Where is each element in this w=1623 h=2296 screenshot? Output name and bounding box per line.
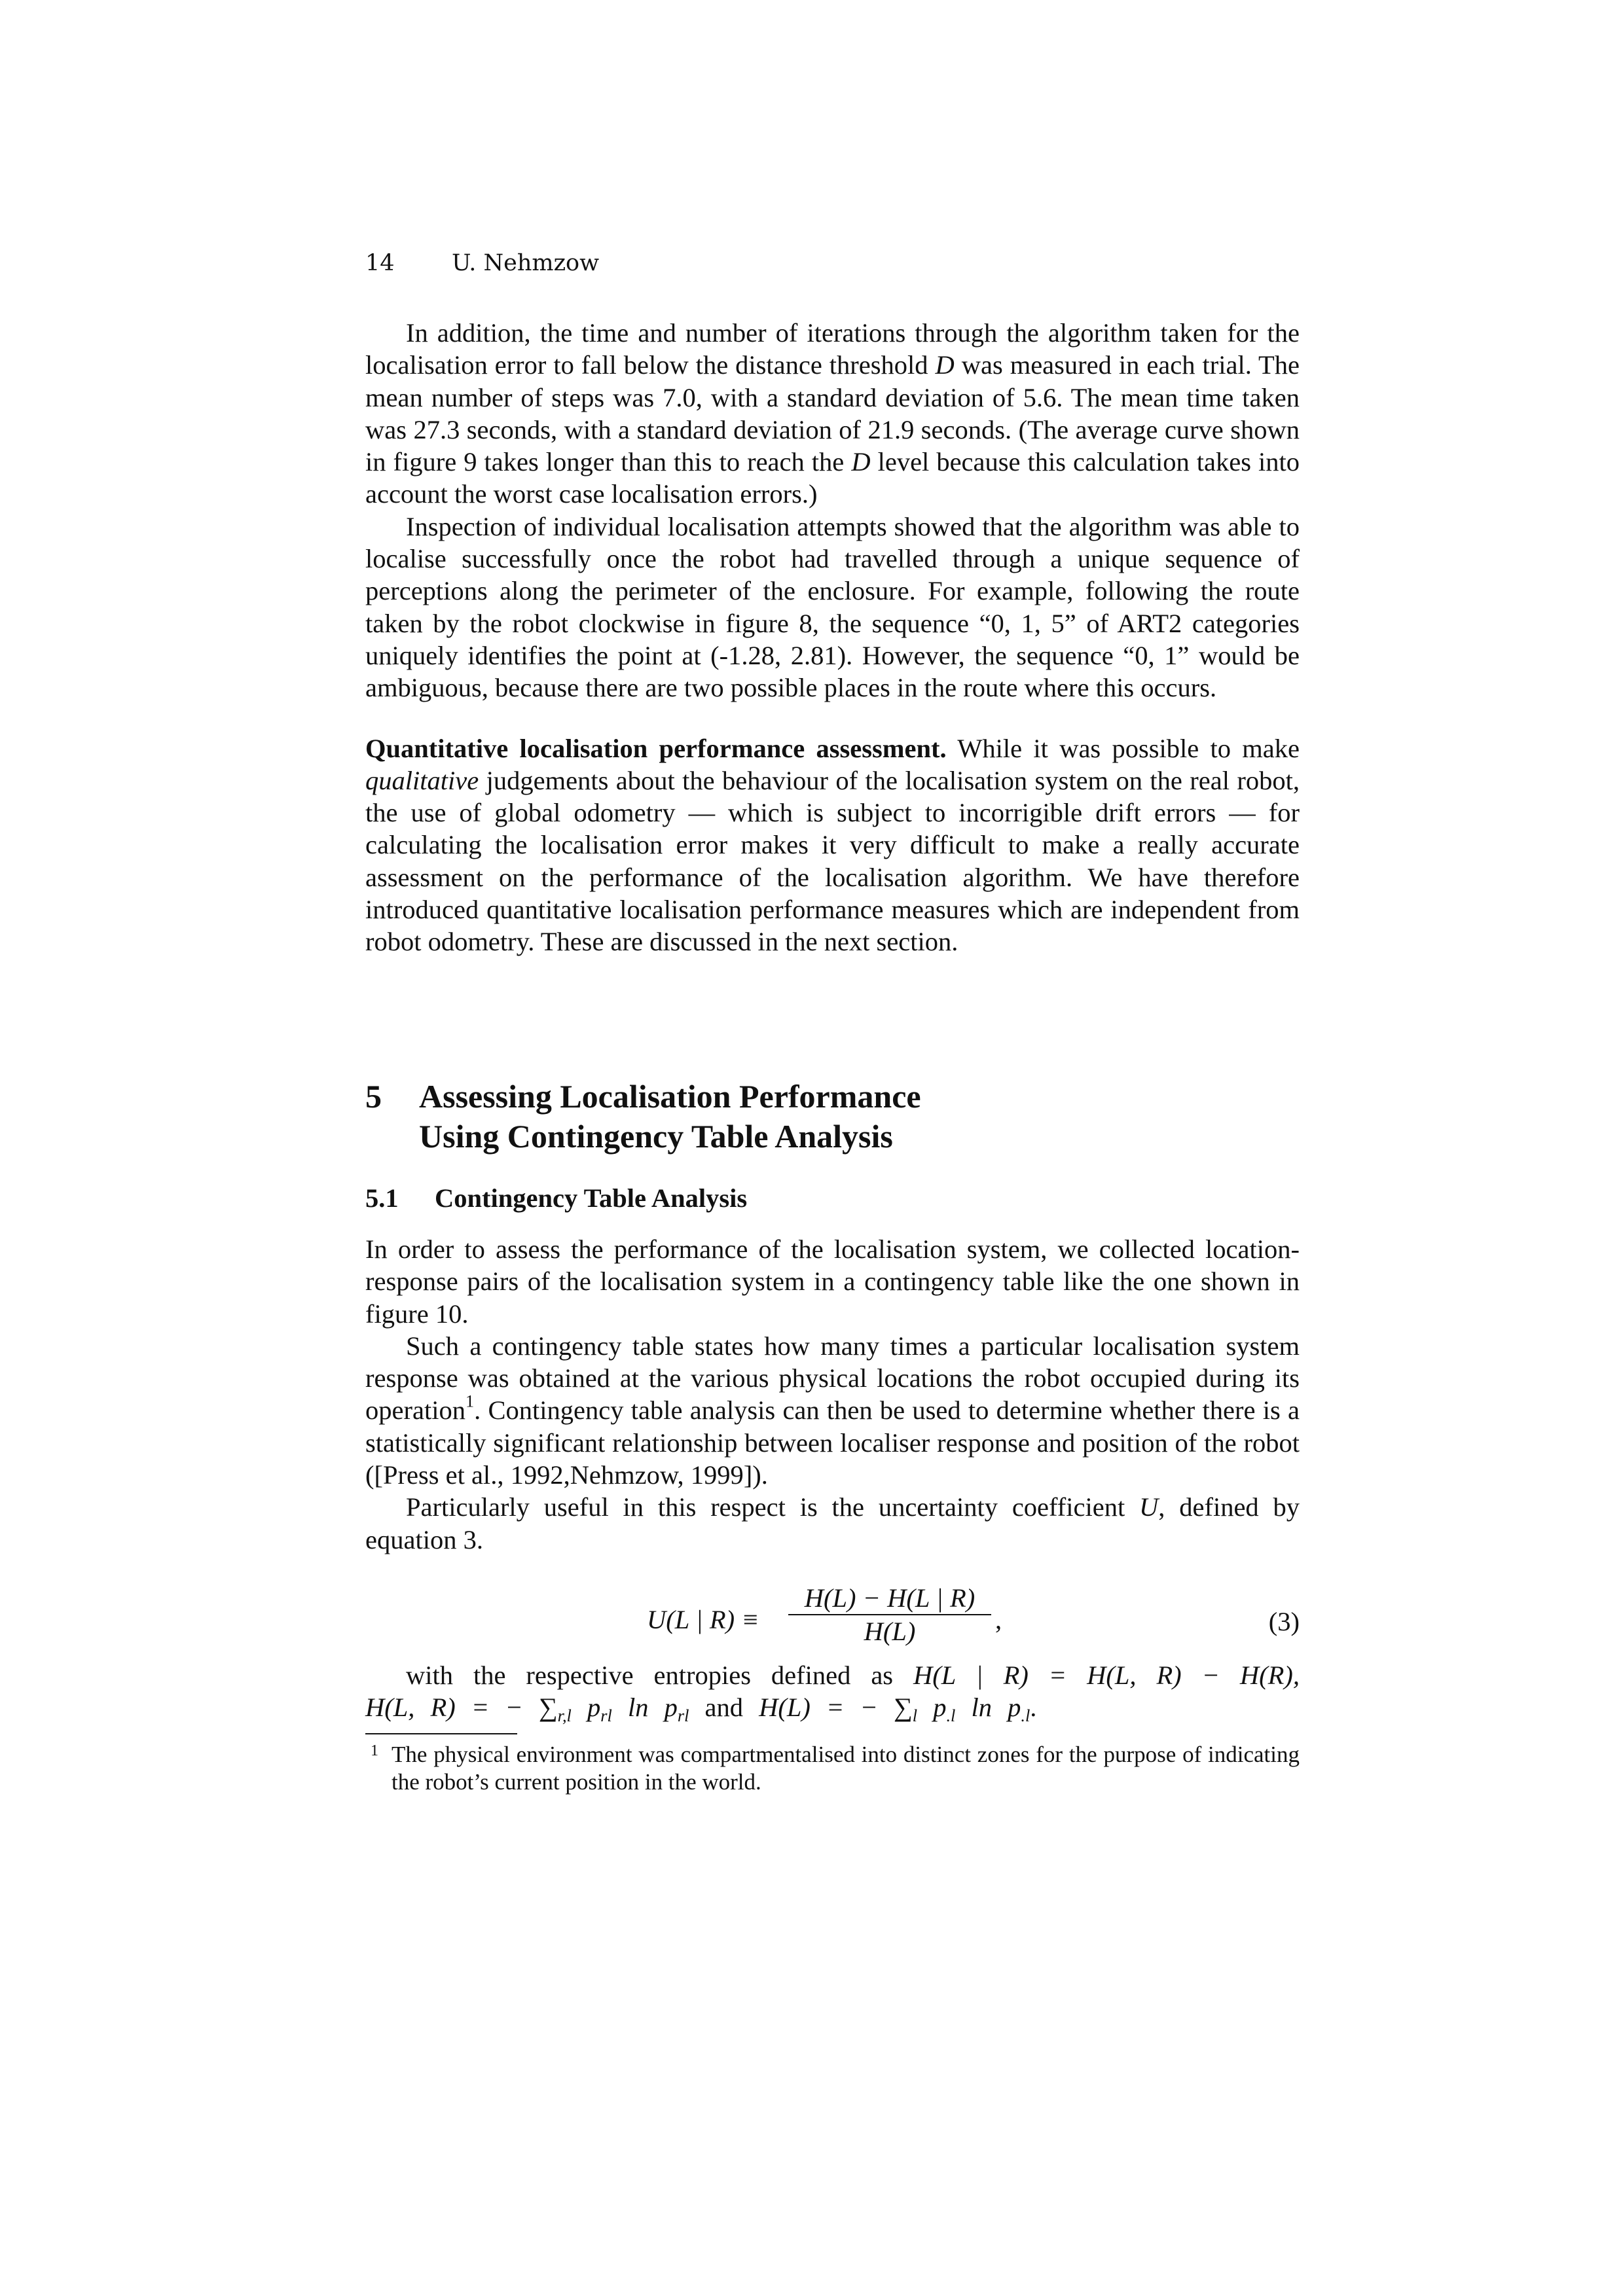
subsection-title: Contingency Table Analysis <box>435 1183 748 1213</box>
section-heading <box>365 1077 1300 1157</box>
footnote-mark: 1 <box>371 1742 378 1759</box>
equation-lhs: U(L | R) ≡ <box>647 1605 759 1634</box>
footnote-rule <box>365 1733 517 1734</box>
paragraph-quantitative: Quantitative localisation performance assessment. While it was possible to make qualitative judgements about the behaviour of the localisation system on the real robot, the use of global odometry — which is subject to incorrigible drift errors — for calculating the localisation error makes it very difficult to make a really accurate assessment on the performance of the localisation algorithm. We have therefore introduced quantitative localisation performance measures which are independent from robot odometry. These are discussed in the next section. <box>365 733 1300 957</box>
equation-fraction <box>788 1583 991 1648</box>
body-text-block-1 <box>365 317 1300 958</box>
page-number: 14 <box>365 250 395 276</box>
footnote-reference[interactable]: 1 <box>465 1392 475 1412</box>
equation-number: (3) <box>1268 1607 1300 1636</box>
entropy-definitions: with the respective entropies defined as H(L | R) = H(L, R) − H(R), H(L, R) = − $\sum_{r,l}$ $p_{rl}$ $\ln p_{rl}$ and H(L) = − $\sum_l$ $p_{.l}$ $\ln p_{.l}$. <box>365 1660 1300 1726</box>
equation-numerator: H(L) − H(L | R) <box>788 1583 991 1615</box>
footnote-text: The physical environment was compartmentalised into distinct zones for the purpose of indicating the robot’s current position in the world. <box>392 1742 1300 1795</box>
equation-denominator: H(L) <box>864 1617 916 1646</box>
paragraph-contingency-table: Such a contingency table states how many times a particular localisation system response was obtained at the various physical locations the robot occupied during its operation$^1$. Contingency table analysis can then be used to determine whether there is a statistically significant relationship between localiser response and position of the robot ([Press et al., 1992,Nehmzow, 1999]). <box>365 1331 1300 1490</box>
running-header <box>365 247 599 279</box>
subsection-heading <box>365 1182 747 1215</box>
section-number: 5 <box>365 1078 382 1115</box>
paragraph-heading: Quantitative localisation performance assessment. <box>365 733 947 763</box>
body-text-block-2 <box>365 1233 1300 1556</box>
footnote <box>365 1741 1300 1796</box>
paragraph-uncertainty: Particularly useful in this respect is the uncertainty coefficient U, defined by equation 3. <box>365 1492 1300 1554</box>
equation-3: U(L | R) ≡ $\frac{H(L) - H(L | R)}{H(L)}$ , (3) <box>365 1583 1300 1661</box>
section-title-line-2: Using Contingency Table Analysis <box>419 1118 893 1155</box>
subsection-number: 5.1 <box>365 1183 399 1213</box>
paragraph-timing: In addition, the time and number of iterations through the algorithm taken for the localisation error to fall below the distance threshold D was measured in each trial. The mean number of steps was 7.0, with a standard deviation of 5.6. The mean time taken was 27.3 seconds, with a standard deviation of 21.9 seconds. (The average curve shown in figure 9 takes longer than this to reach the D level because this calculation takes into account the worst case localisation errors.) <box>365 318 1300 509</box>
paragraph-inspection: Inspection of individual localisation attempts showed that the algorithm was able to localise successfully once the robot had travelled through a unique sequence of perceptions along the perimeter of the enclosure. For example, following the route taken by the robot clockwise in figure 8, the sequence “0, 1, 5” of ART2 categories uniquely identifies the point at (-1.28, 2.81). However, the sequence “0, 1” would be ambiguous, because there are two possible places in the route where this occurs. <box>365 511 1300 703</box>
paragraph-contingency-intro: In order to assess the performance of the localisation system, we collected location-response pairs of the localisation system in a contingency table like the one shown in figure 10. <box>365 1234 1300 1329</box>
section-title-line-1: Assessing Localisation Performance <box>419 1078 921 1115</box>
running-author: U. Nehmzow <box>452 250 600 276</box>
